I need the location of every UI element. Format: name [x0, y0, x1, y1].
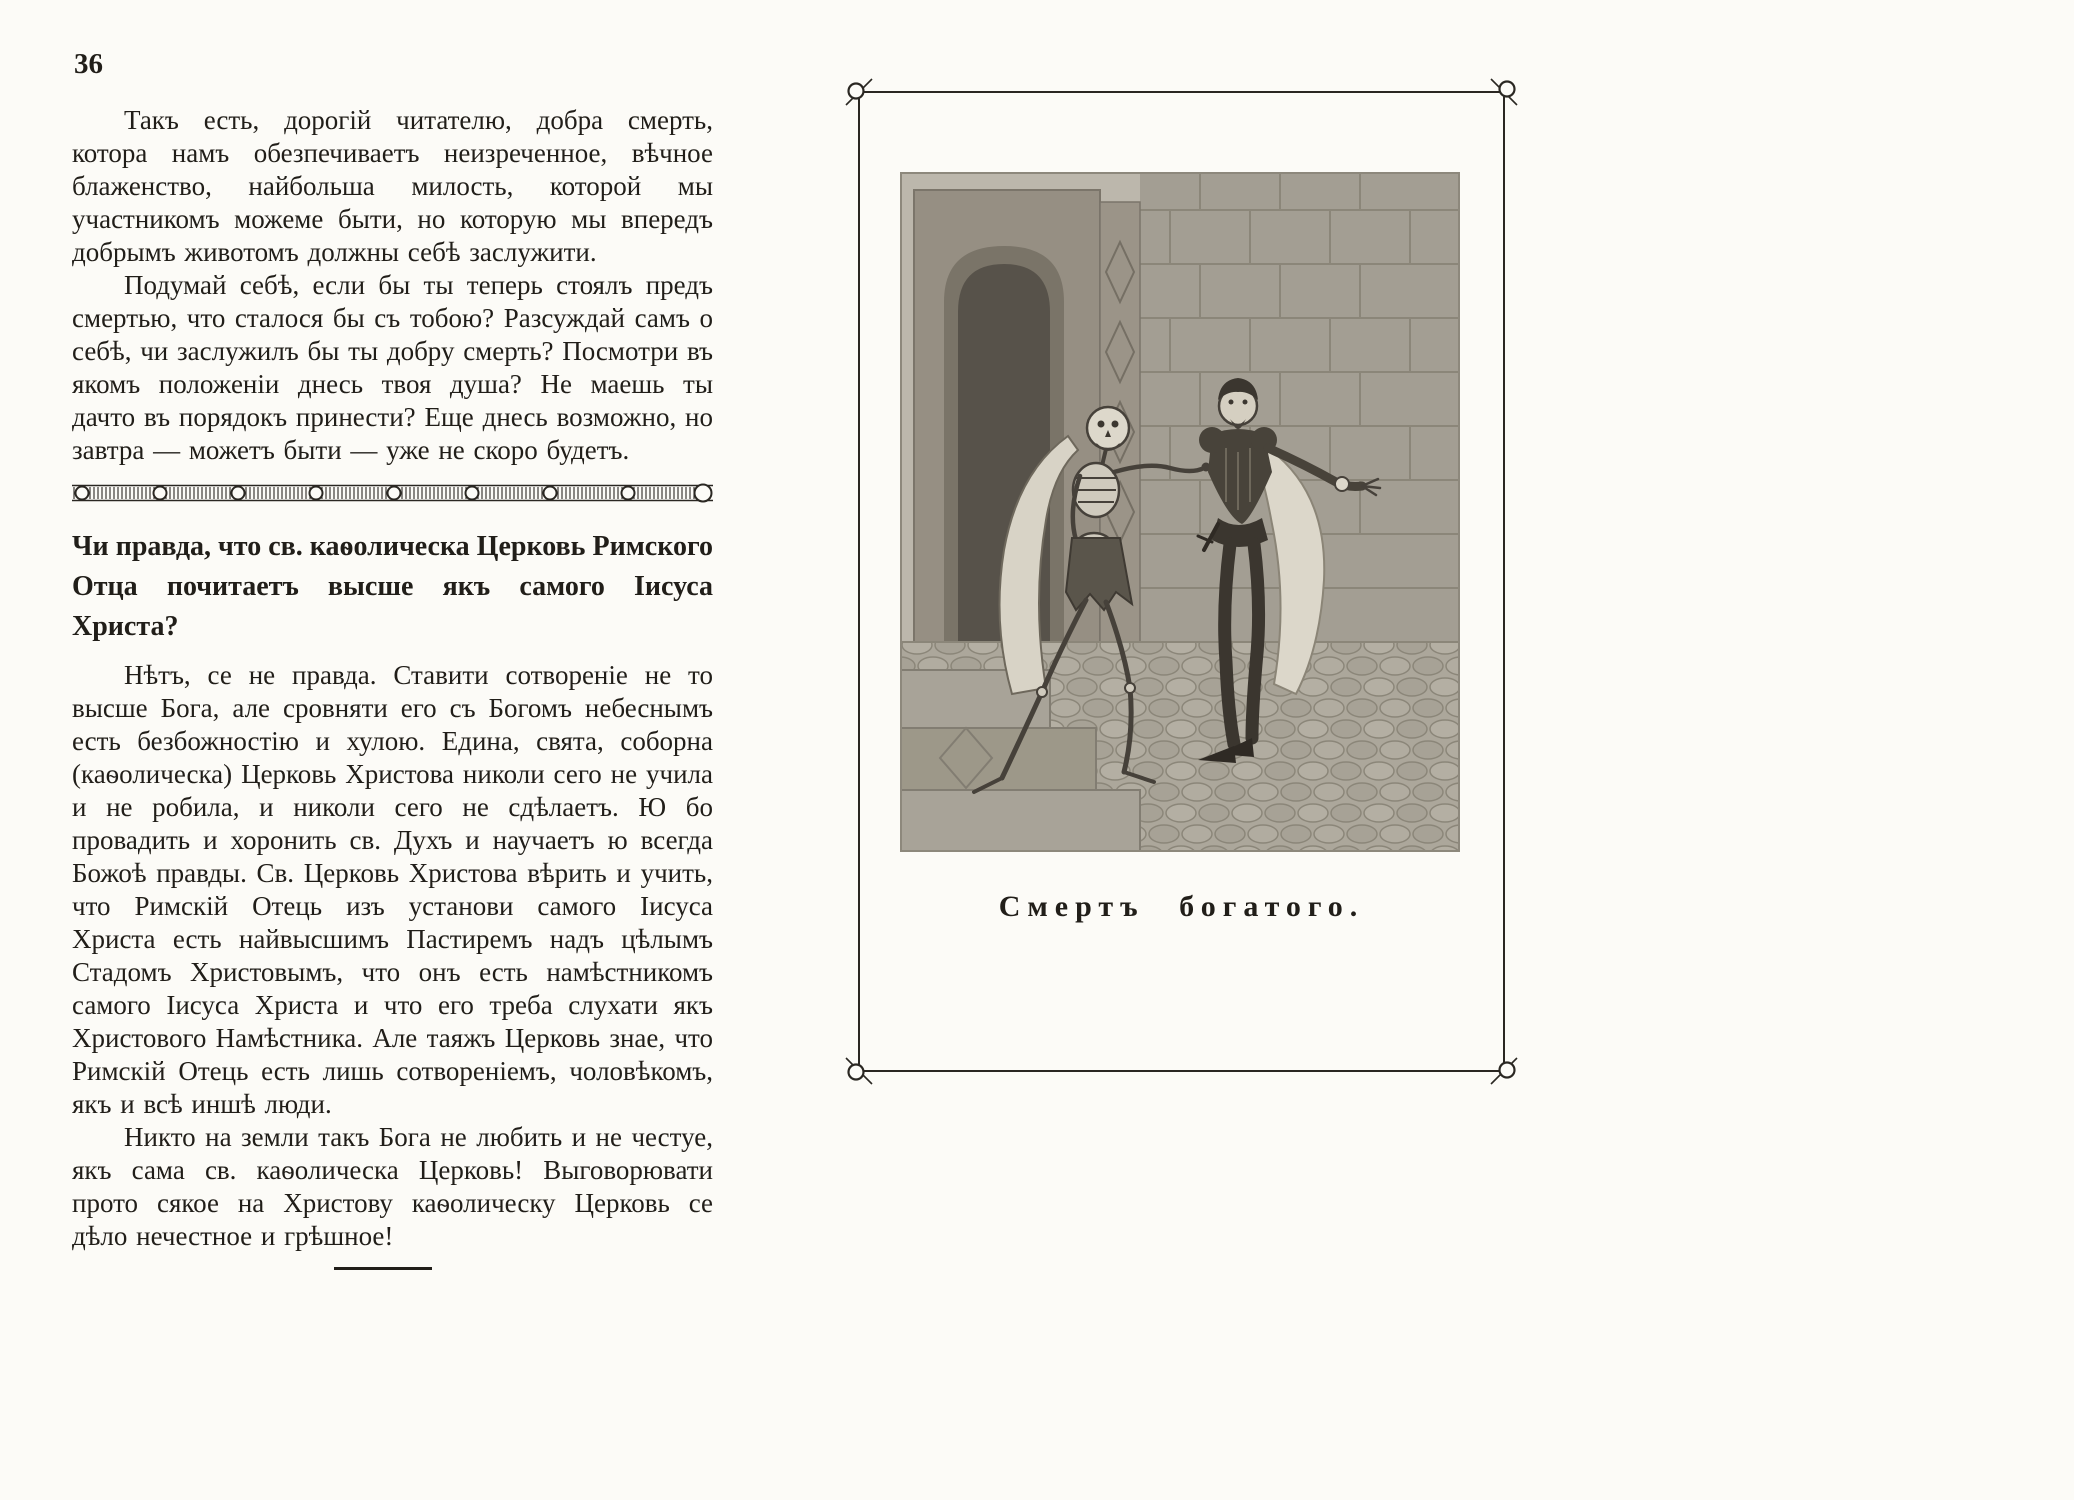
section-heading: Чи правда, что св. каѳолическа Церковь Римского Отца почитаетъ высше якъ самого Іисуса Христа? — [72, 531, 713, 642]
right-page — [845, 78, 1518, 1085]
paragraph-3: Нѣтъ, се не правда. Ставити сотвореніе не то высше Бога, але сровняти его съ Богомъ небеснымъ есть безбожностію и хулою. Едина, свята, соборна (каѳолическа) Церковь Христова николи сего не учила и не робила, и николи сего не сдѣлаетъ. Ю бо провадить и хоронить св. Духъ и научаетъ ю всегда Божоѣ правды. Св. Церковь Христова вѣрить и учить, что Римскій Отець изъ установи самого Іисуса Христа есть найвысшимъ Пастиремъ надъ цѣлымъ Стадомъ Христовымъ, что онъ есть намѣстникомъ самого Іисуса Христа и что его треба слухати якъ Христового Намѣстника. Але таяжъ Церковь знае, что Римскій Отець есть лишь сотвореніемъ, чоловѣкомъ, якъ и всѣ иншѣ люди. — [72, 660, 713, 1119]
section-end-rule — [334, 1267, 432, 1270]
ornamental-divider — [72, 483, 713, 503]
chain-rule-ornament — [72, 483, 713, 503]
paragraph-2: Подумай себѣ, если бы ты теперь стоялъ предъ смертью, что сталося бы съ тобою? Разсуждай самъ о себѣ, чи заслужилъ бы ты добру смерть? Посмотри въ якомъ положеніи днесь твоя душа? Не маешь ты дачто въ порядокъ принести? Еще днесь возможно, но завтра — можетъ быти — уже не скоро будетъ. — [72, 270, 713, 465]
paragraph-1: Такъ есть, дорогій читателю, добра смерть, котора намъ обезпечиваетъ неизреченное, вѣчное блаженство, найбольша милость, которой мы участникомъ можеме быти, но которую мы впередъ добрымъ животомъ должны себѣ заслужити. — [72, 105, 713, 267]
left-page — [72, 48, 713, 1270]
page-number: 36 — [74, 48, 103, 80]
death-and-rich-man-illustration — [900, 172, 1460, 852]
engraving-plate — [900, 172, 1460, 852]
plate-caption: Смертъ богатого. — [998, 890, 1365, 923]
paragraph-4: Никто на земли такъ Бога не любить и не честуе, якъ сама св. каѳолическа Церковь! Выговорювати прото сякое на Христову каѳолическу Церковь се дѣло нечестное и грѣшное! — [72, 1122, 713, 1251]
